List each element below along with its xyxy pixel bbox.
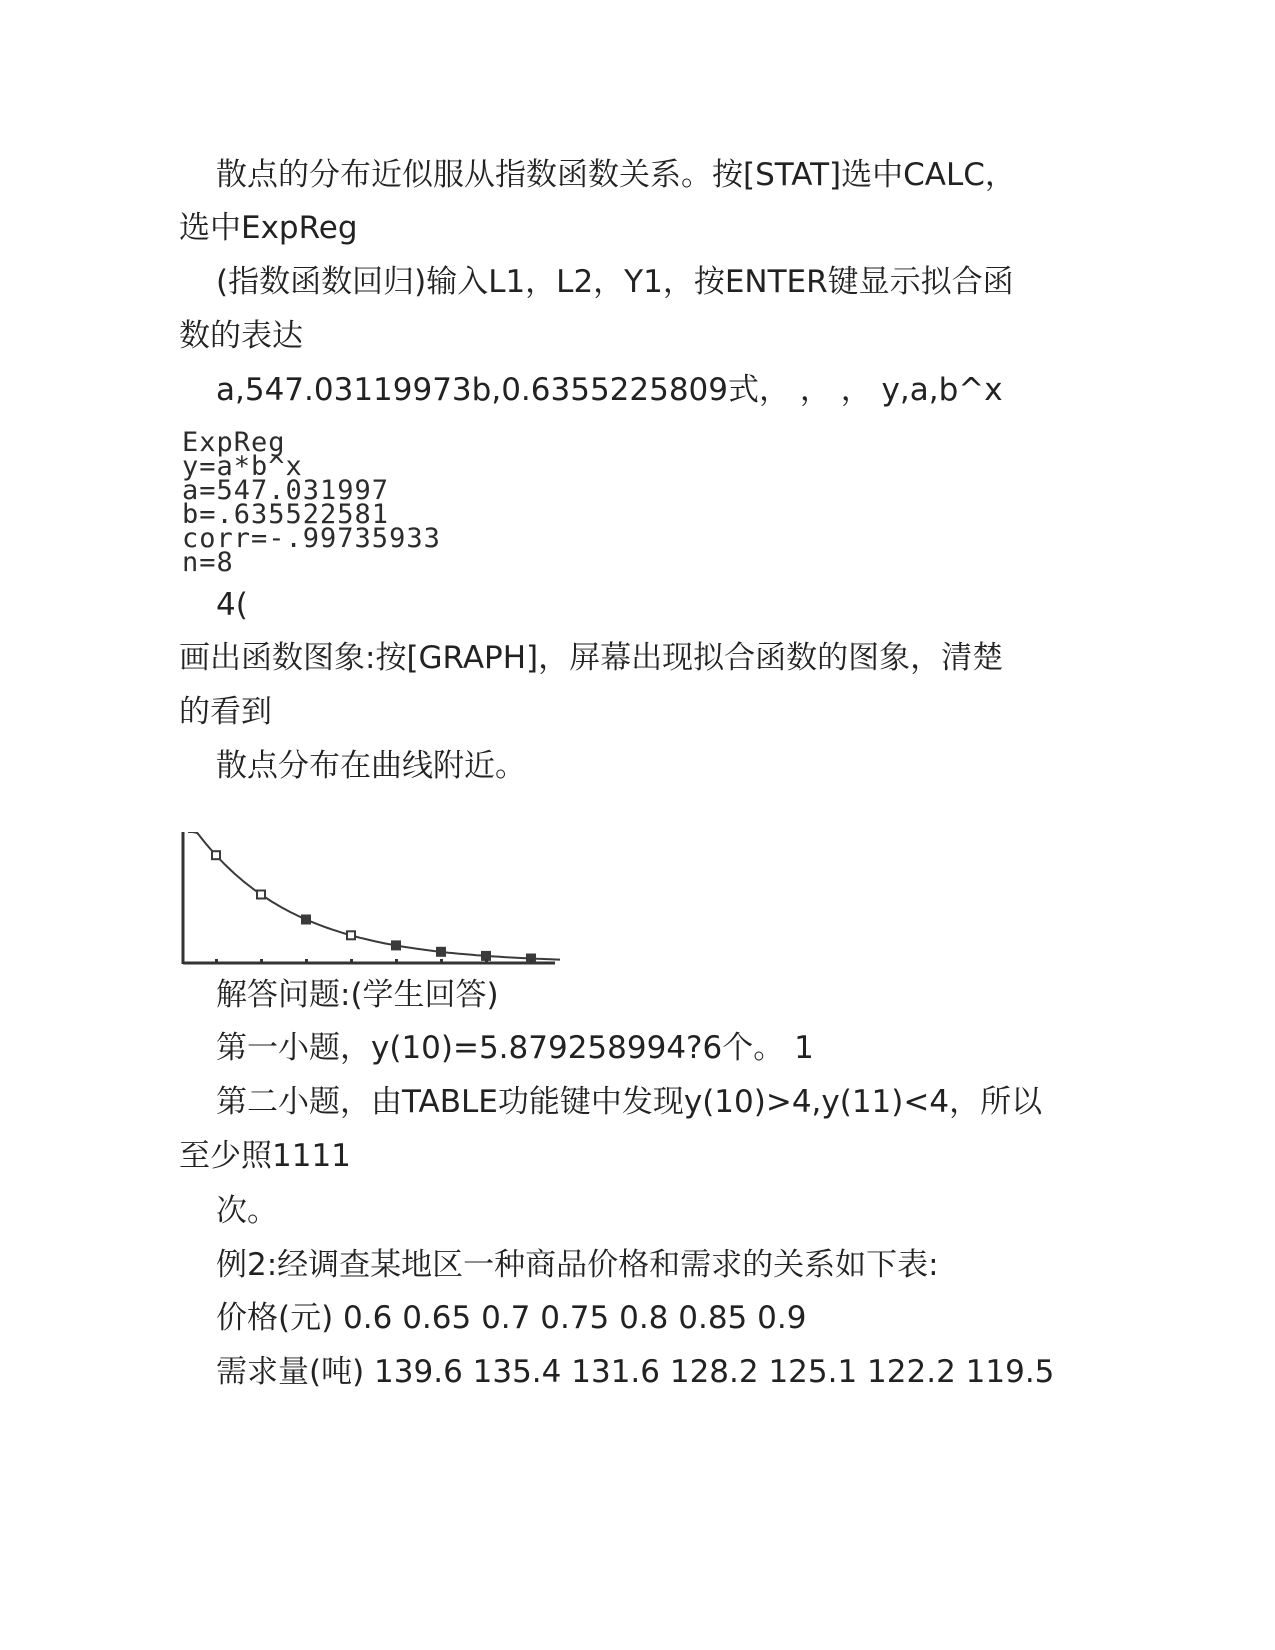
paragraph: (指数函数回归)输入L1，L2，Y1，按ENTER键显示拟合函 <box>216 264 1014 300</box>
x-tick <box>305 959 308 963</box>
paragraph: a,547.03119973b,0.6355225809式， ， ， y,a,b^x <box>216 372 1003 408</box>
data-point <box>437 948 445 956</box>
x-tick <box>350 959 353 963</box>
data-point <box>257 891 265 899</box>
paragraph: 选中ExpReg <box>179 210 358 246</box>
paragraph: 数的表达 <box>179 318 303 354</box>
paragraph: 解答问题:(学生回答) <box>216 977 499 1013</box>
calc-line: a=547.031997 <box>182 475 390 506</box>
paragraph: 需求量(吨) 139.6 135.4 131.6 128.2 125.1 122.2 119.5 <box>216 1354 1055 1390</box>
data-point <box>212 851 220 859</box>
data-point <box>302 916 310 924</box>
paragraph: 至少照1111 <box>179 1138 351 1174</box>
paragraph: 价格(元) 0.6 0.65 0.7 0.75 0.8 0.85 0.9 <box>216 1300 807 1336</box>
x-tick <box>530 959 533 963</box>
paragraph: 例2:经调查某地区一种商品价格和需求的关系如下表: <box>216 1247 939 1283</box>
paragraph: 的看到 <box>179 694 272 730</box>
paragraph: 第二小题，由TABLE功能键中发现y(10)>4,y(11)<4，所以 <box>216 1084 1043 1120</box>
calc-line: ExpReg <box>182 427 286 458</box>
paragraph: 第一小题，y(10)=5.879258994?6个。 1 <box>216 1030 814 1066</box>
x-tick <box>260 959 263 963</box>
x-tick <box>440 959 443 963</box>
calc-line: b=.635522581 <box>182 499 390 530</box>
x-tick <box>215 959 218 963</box>
calculator-screen <box>182 427 482 590</box>
data-point <box>392 941 400 949</box>
data-point <box>482 952 490 960</box>
calc-line: y=a*b^x <box>182 451 303 482</box>
graph-screen <box>180 832 560 967</box>
calc-line: n=8 <box>182 547 234 578</box>
paragraph: 画出函数图象:按[GRAPH]，屏幕出现拟合函数的图象，清楚 <box>179 640 1004 676</box>
paragraph: 散点的分布近似服从指数函数关系。按[STAT]选中CALC， <box>216 157 1016 193</box>
calc-line: corr=-.99735933 <box>182 523 441 554</box>
fit-curve <box>188 832 560 960</box>
data-points <box>212 851 535 962</box>
paragraph: 散点分布在曲线附近。 <box>216 748 526 784</box>
x-tick <box>485 959 488 963</box>
paragraph: 次。 <box>216 1193 278 1229</box>
data-point <box>347 931 355 939</box>
x-tick <box>395 959 398 963</box>
paragraph: 4( <box>216 587 248 623</box>
